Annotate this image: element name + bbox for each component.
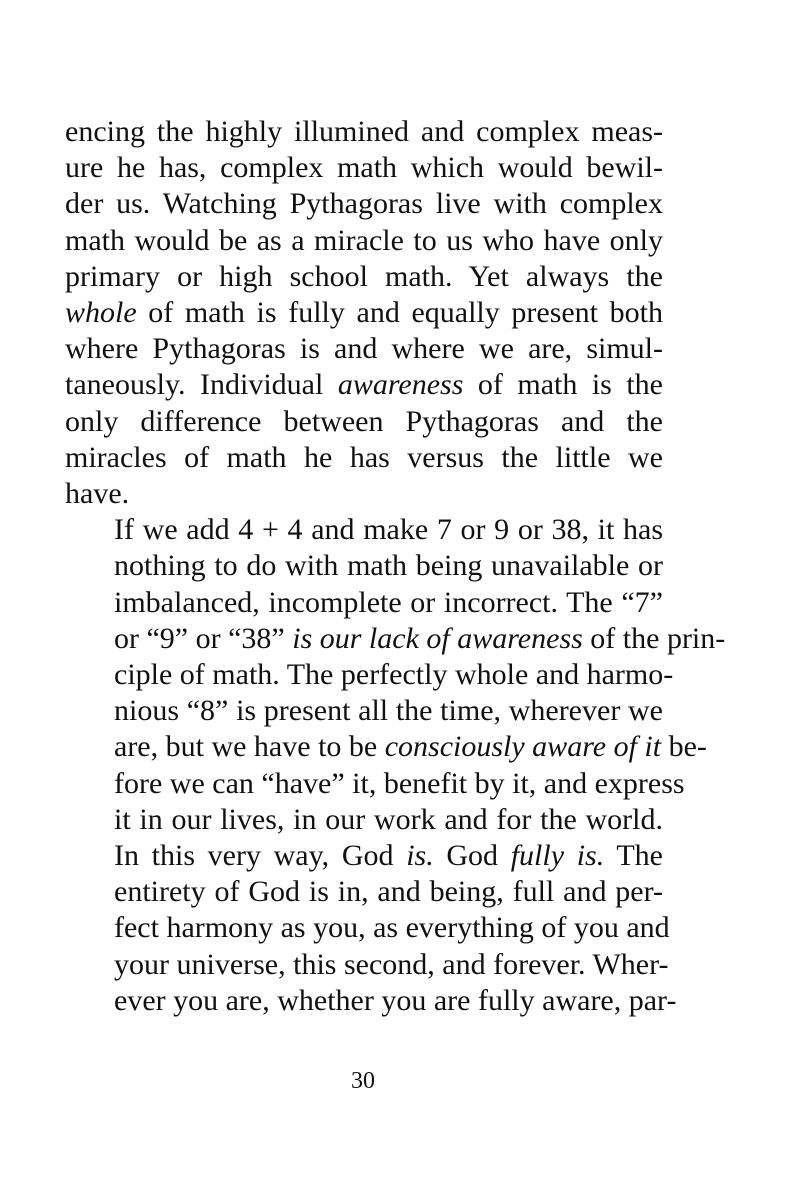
text-line	[65, 802, 663, 838]
text-line	[65, 983, 677, 1019]
text-run: your universe, this second, and forever. Wher-	[114, 947, 669, 981]
text-run: of math is the	[463, 368, 663, 402]
text-run: math would be as a miracle to us who have only	[65, 223, 663, 257]
text-line	[65, 476, 663, 512]
text-run: In this very way, God	[114, 839, 407, 873]
text-run: nothing to do with math being unavailable or	[114, 549, 663, 583]
text-line	[65, 657, 674, 693]
page-number: 30	[351, 1068, 375, 1094]
text-run: The	[604, 839, 663, 873]
italic-text: is.	[406, 839, 434, 873]
text-run: ure he has, complex math which would bewil-	[65, 151, 663, 185]
text-run: nious “8” is present all the time, wherever we	[114, 694, 663, 728]
text-run: der us. Watching Pythagoras live with complex	[65, 187, 663, 221]
text-line	[65, 621, 726, 657]
text-run: primary or high school math. Yet always the	[65, 259, 663, 293]
italic-text: is our lack of awareness	[292, 621, 583, 655]
text-run: God	[433, 839, 511, 873]
text-run: it in our lives, in our work and for the world.	[114, 802, 663, 836]
text-run: ever you are, whether you are fully aware, par-	[114, 983, 677, 1017]
text-run: entirety of God is in, and being, full and per-	[114, 875, 663, 909]
text-line	[65, 404, 663, 440]
text-line	[65, 585, 663, 621]
text-line	[65, 440, 663, 476]
text-line	[65, 367, 663, 403]
text-line	[65, 512, 663, 548]
text-line	[65, 910, 670, 946]
text-line	[65, 838, 663, 874]
body-text	[65, 114, 726, 1019]
text-line	[65, 259, 663, 295]
text-line	[65, 874, 663, 910]
text-run: fore we can “have” it, benefit by it, and express	[114, 766, 685, 800]
text-run: have.	[65, 477, 130, 511]
text-run: taneously. Individual	[65, 368, 338, 402]
text-line	[65, 295, 663, 331]
italic-text: whole	[65, 296, 137, 330]
text-run: imbalanced, incomplete or incorrect. The “7”	[114, 585, 663, 619]
text-line	[65, 693, 663, 729]
italic-text: consciously aware of it	[384, 730, 662, 764]
paragraph	[65, 512, 726, 838]
text-run: of the prin-	[582, 621, 726, 655]
text-line	[65, 223, 663, 259]
text-line	[65, 331, 663, 367]
text-run: encing the highly illumined and complex meas-	[65, 115, 663, 148]
text-line	[65, 150, 663, 186]
text-line	[65, 766, 685, 802]
text-line	[65, 729, 707, 765]
italic-text: awareness	[337, 368, 464, 402]
text-line	[65, 548, 663, 584]
text-run: or “9” or “38”	[114, 621, 293, 655]
paragraph	[65, 838, 677, 1019]
text-line	[65, 186, 663, 222]
text-line	[65, 114, 663, 150]
text-run: where Pythagoras is and where we are, simul-	[65, 332, 663, 366]
text-run: miracles of math he has versus the little we	[65, 440, 663, 474]
text-run: be-	[661, 730, 707, 764]
italic-text: fully is.	[510, 839, 605, 873]
text-run: only difference between Pythagoras and the	[65, 404, 663, 438]
text-run: of math is fully and equally present both	[136, 296, 663, 330]
text-run: If we add 4 + 4 and make 7 or 9 or 38, it has	[114, 513, 663, 547]
text-line	[65, 947, 669, 983]
text-run: fect harmony as you, as everything of you and	[114, 911, 670, 945]
text-run: ciple of math. The perfectly whole and harmo-	[114, 658, 674, 692]
paragraph	[65, 114, 663, 512]
text-run: are, but we have to be	[114, 730, 385, 764]
